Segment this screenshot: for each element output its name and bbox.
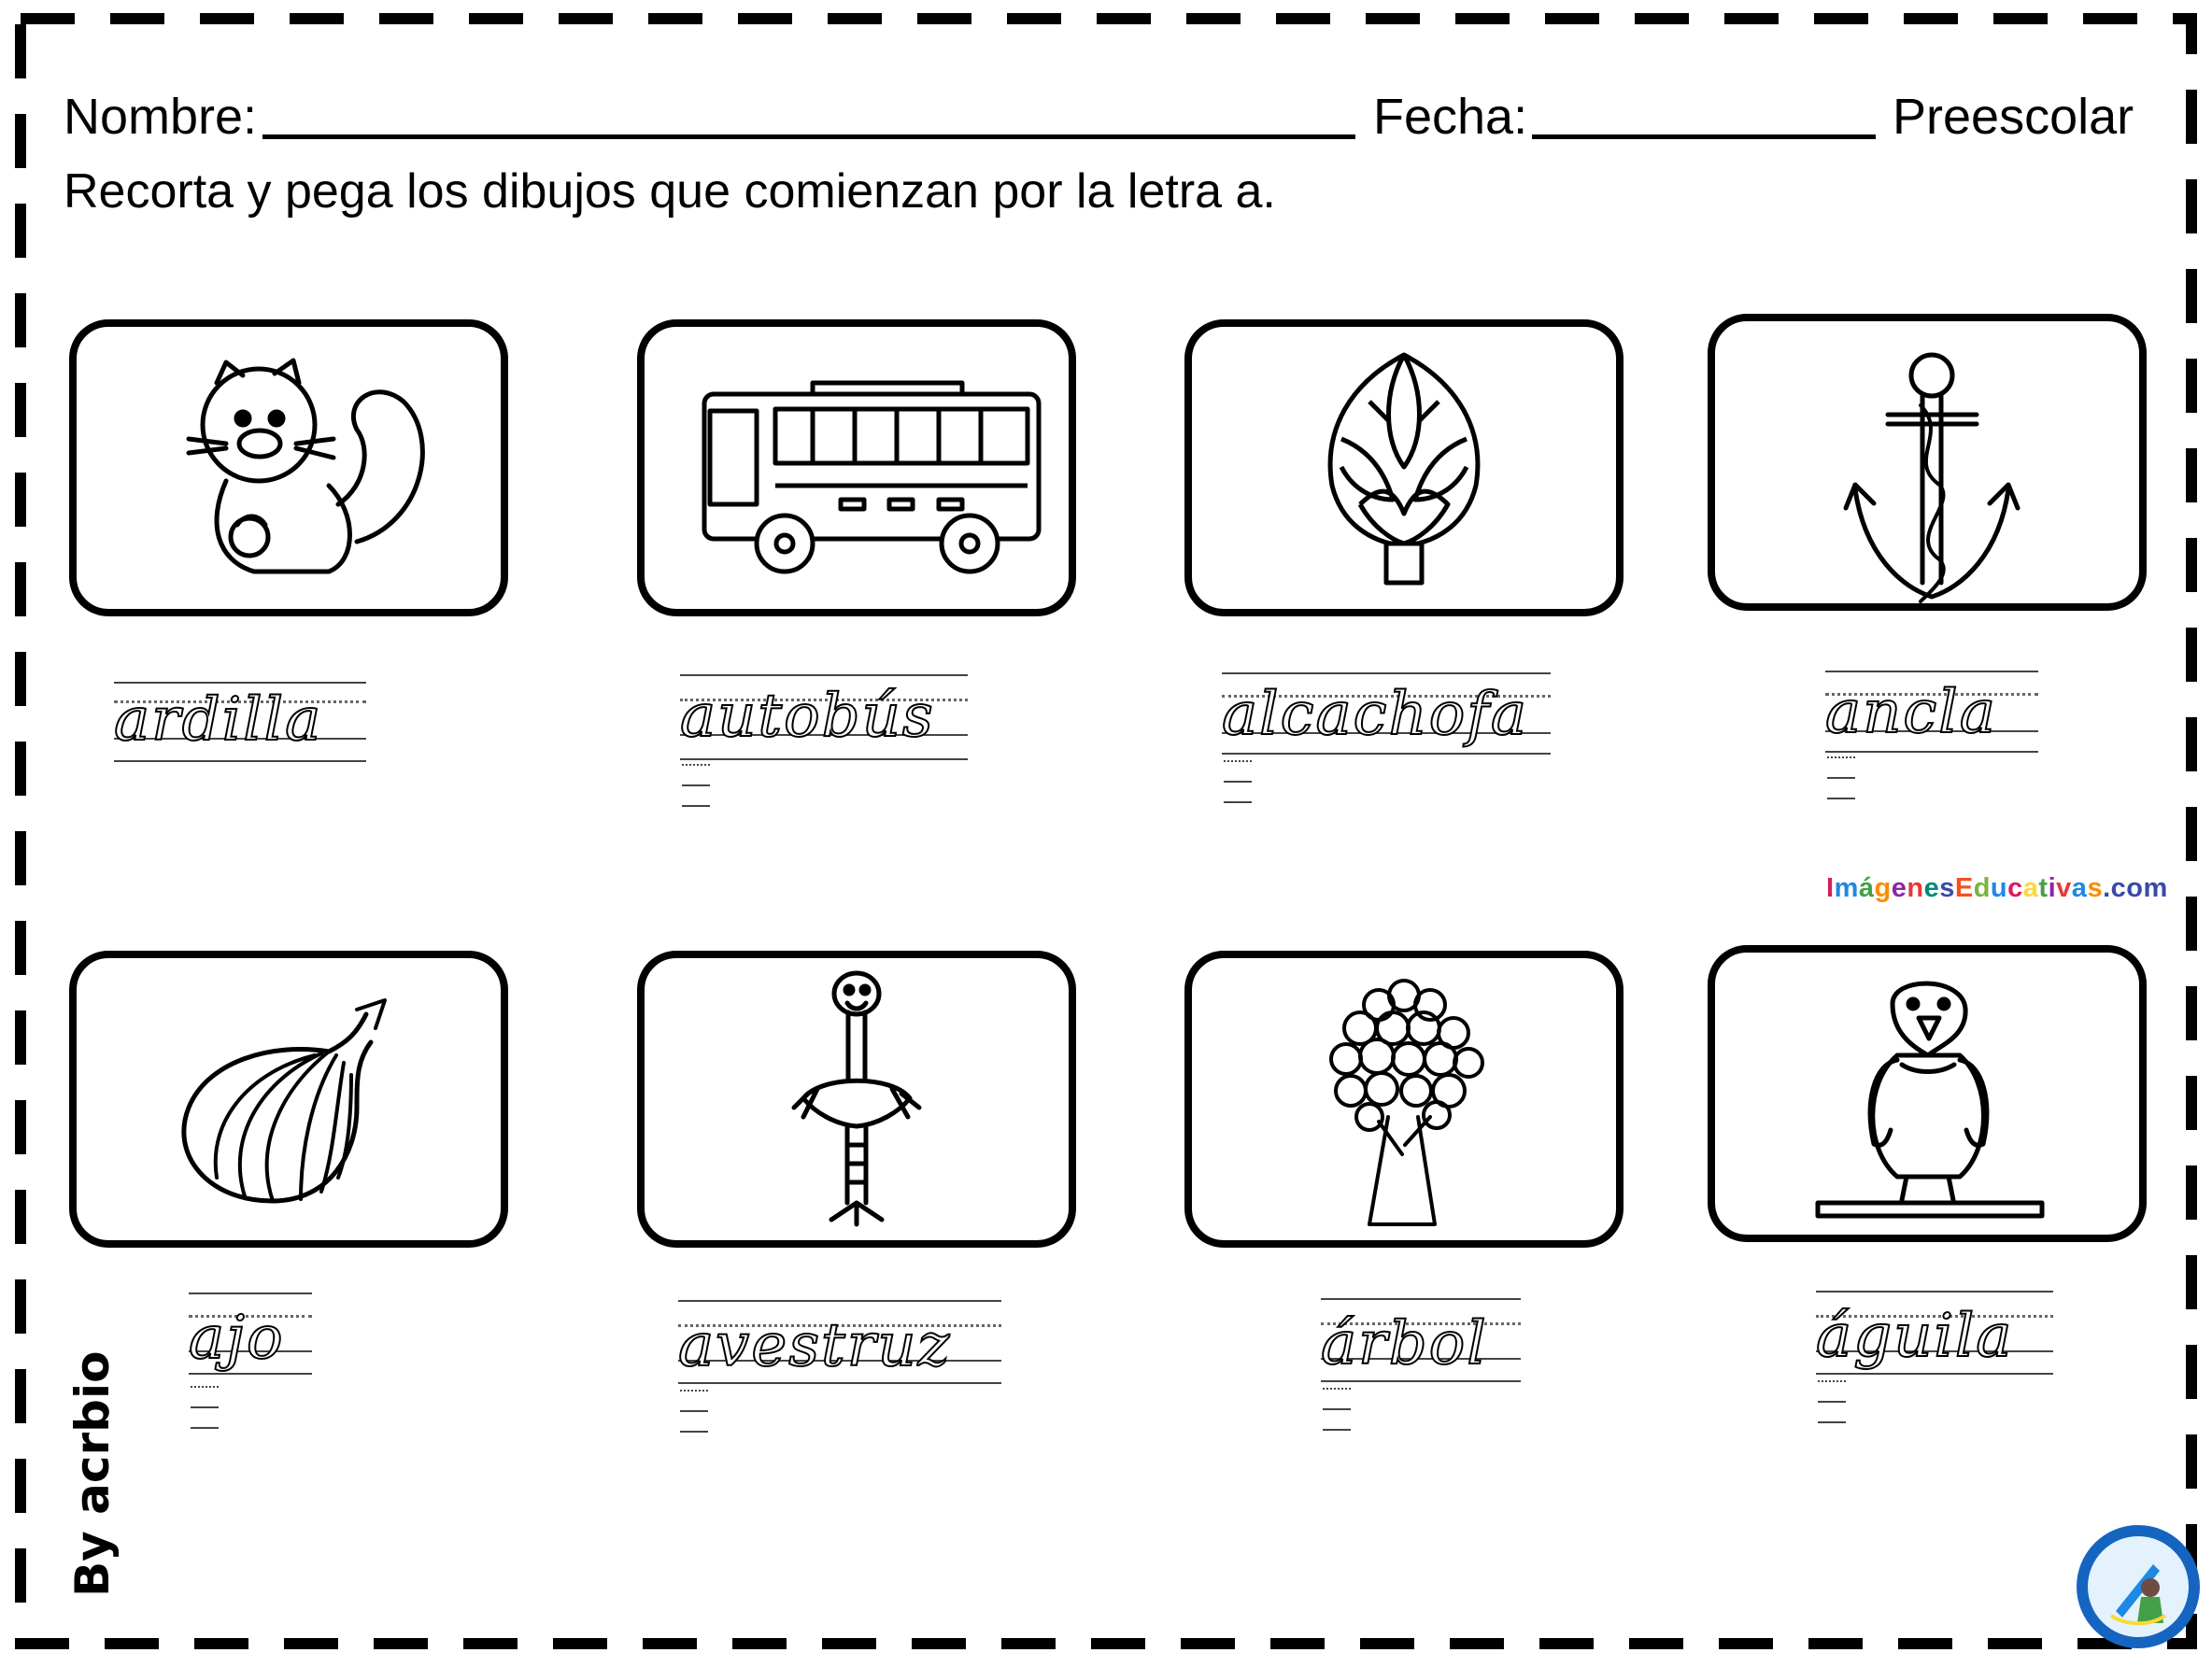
site-logo <box>1826 873 2168 904</box>
bus-icon <box>645 327 1069 609</box>
word-ardilla[interactable] <box>114 674 366 777</box>
logo-letter: v <box>2056 873 2072 903</box>
name-label: Nombre: <box>64 89 258 145</box>
instruction: Recorta y pega los dibujos que comienzan por la letra a. <box>64 164 1276 219</box>
trace-word: autobús <box>680 682 935 751</box>
badge-logo-icon <box>2074 1522 2203 1651</box>
practice-ticks <box>1323 1388 1360 1449</box>
anchor-icon <box>1715 321 2139 603</box>
logo-letter: d <box>1973 873 1991 903</box>
card-garlic[interactable] <box>69 951 508 1248</box>
logo-letter: e <box>1923 873 1940 903</box>
trace-word: ajo <box>189 1304 285 1373</box>
logo-letter: á <box>1858 873 1875 903</box>
logo-letter: i <box>2048 873 2057 903</box>
name-blank[interactable] <box>262 134 1355 139</box>
logo-letter: m <box>1834 873 1859 903</box>
practice-ticks <box>1827 756 1865 818</box>
practice-ticks <box>191 1386 228 1448</box>
logo-letter: .com <box>2103 873 2168 903</box>
word-arbol[interactable] <box>1321 1298 1521 1401</box>
logo-letter: g <box>1874 873 1892 903</box>
logo-letter: s <box>1939 873 1955 903</box>
trace-word: árbol <box>1321 1309 1488 1378</box>
card-anchor[interactable] <box>1708 314 2147 611</box>
word-autobus[interactable] <box>680 671 968 773</box>
tree-icon <box>1192 958 1616 1240</box>
word-ajo[interactable] <box>189 1293 312 1395</box>
garlic-icon <box>77 958 501 1240</box>
trace-word: ancla <box>1825 678 1997 747</box>
logo-letter: s <box>2087 873 2104 903</box>
card-squirrel[interactable] <box>69 319 508 616</box>
header <box>64 75 2147 159</box>
practice-ticks <box>682 764 719 826</box>
date-label: Fecha: <box>1373 89 1528 145</box>
card-artichoke[interactable] <box>1184 319 1624 616</box>
practice-ticks <box>680 1390 717 1451</box>
level-label: Preescolar <box>1893 89 2134 145</box>
logo-letter: u <box>1990 873 2008 903</box>
trace-word: ardilla <box>114 685 323 755</box>
card-ostrich[interactable] <box>637 951 1076 1248</box>
trace-word: águila <box>1816 1302 2014 1371</box>
artichoke-icon <box>1192 327 1616 609</box>
logo-letter: a <box>2022 873 2039 903</box>
logo-letter: a <box>2071 873 2088 903</box>
logo-letter: t <box>2038 873 2049 903</box>
word-aguila[interactable] <box>1816 1291 2053 1393</box>
logo-letter: e <box>1891 873 1907 903</box>
trace-word: avestruz <box>678 1311 952 1380</box>
logo-letter: E <box>1954 873 1974 903</box>
card-eagle[interactable] <box>1708 945 2147 1242</box>
eagle-icon <box>1715 953 2139 1235</box>
word-ancla[interactable] <box>1825 667 2038 770</box>
trace-word: alcachofa <box>1222 680 1529 749</box>
practice-ticks <box>1224 760 1261 822</box>
author-signature: By acrbio <box>65 1350 120 1597</box>
date-blank[interactable] <box>1532 134 1876 139</box>
logo-letter: I <box>1826 873 1835 903</box>
card-bus[interactable] <box>637 319 1076 616</box>
practice-ticks <box>1818 1380 1855 1442</box>
word-avestruz[interactable] <box>678 1300 1001 1403</box>
logo-letter: c <box>2007 873 2023 903</box>
card-tree[interactable] <box>1184 951 1624 1248</box>
word-alcachofa[interactable] <box>1222 669 1551 771</box>
ostrich-icon <box>645 958 1069 1240</box>
logo-letter: n <box>1907 873 1924 903</box>
squirrel-icon <box>77 327 501 609</box>
